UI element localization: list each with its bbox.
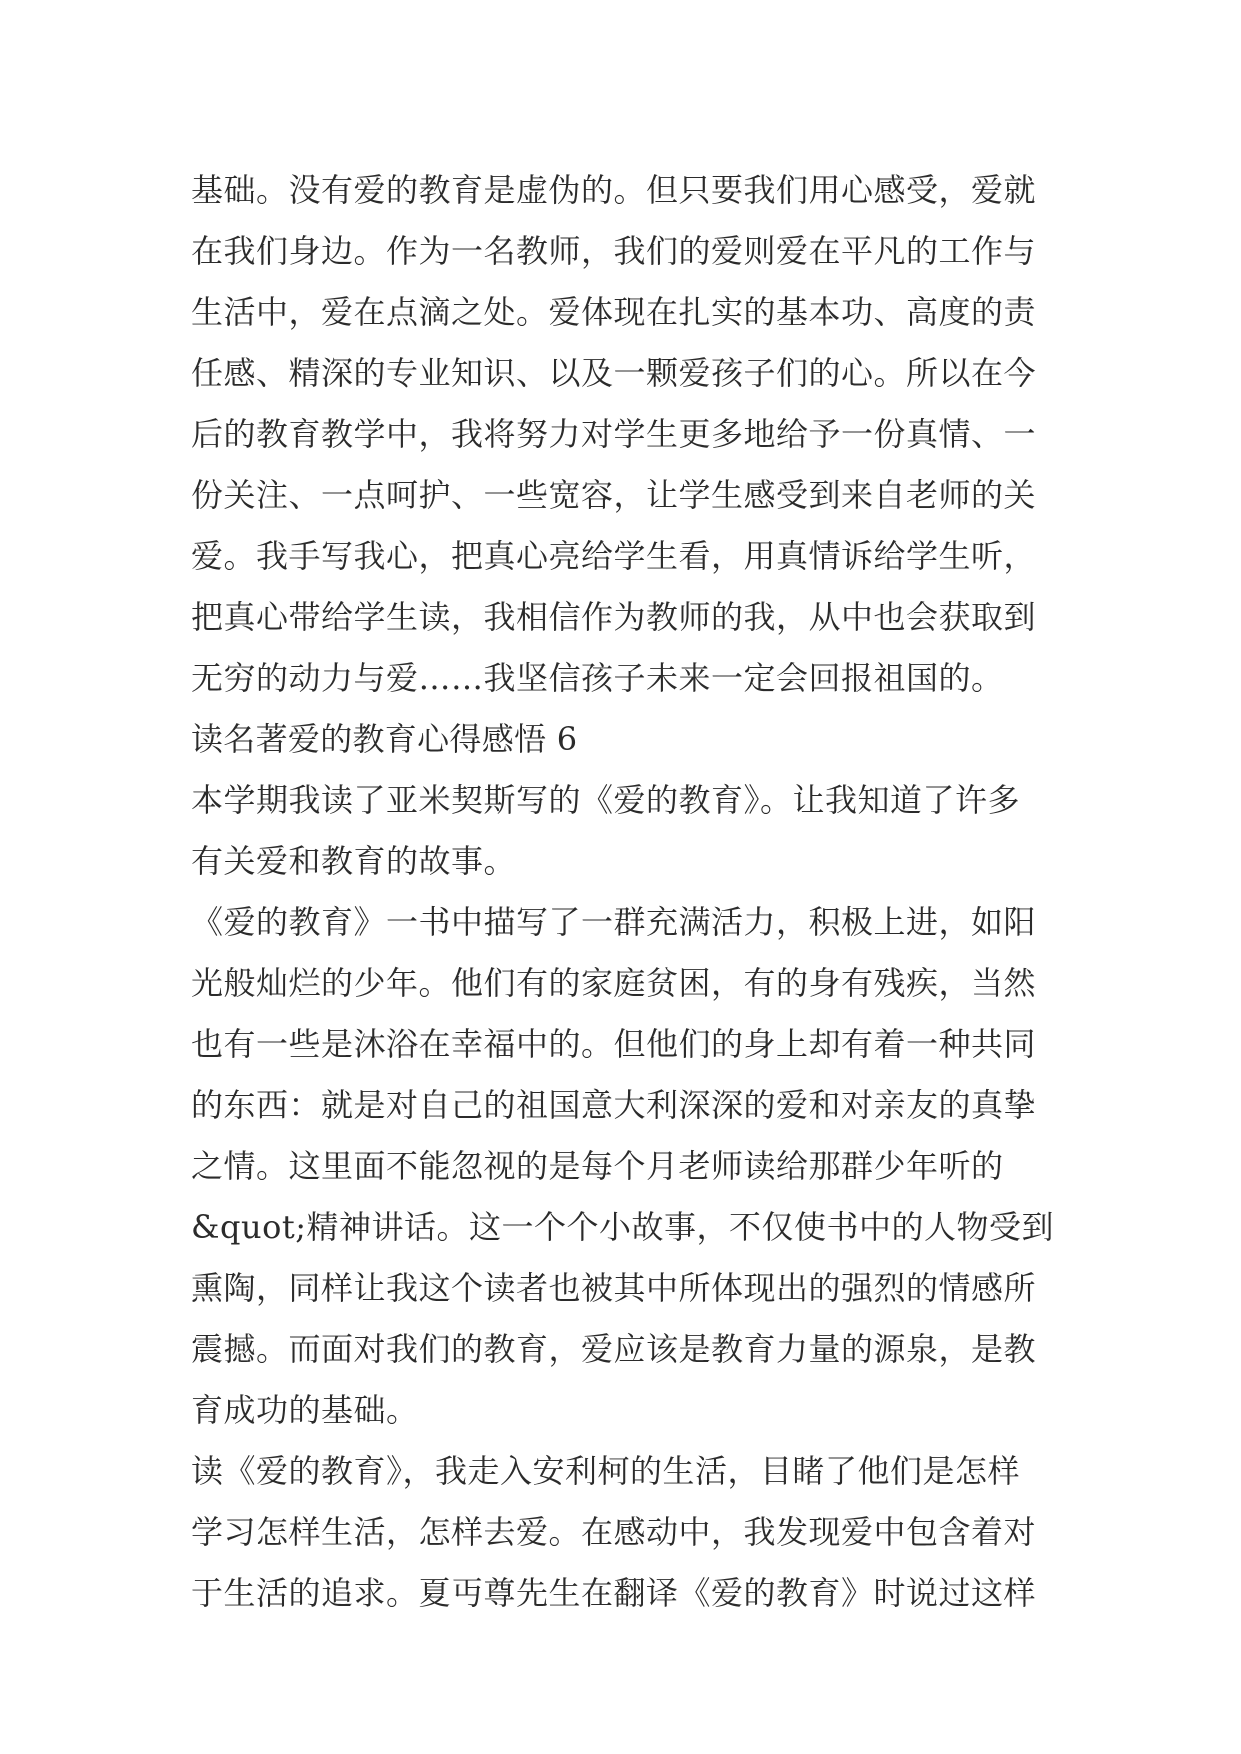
text-line: 有关爱和教育的故事。 <box>191 842 517 880</box>
text-line: 任感、精深的专业知识、以及一颗爱孩子们的心。所以在今 <box>191 354 1037 392</box>
text-line: &quot;精神讲话。这一个个小故事，不仅使书中的人物受到 <box>191 1208 1054 1246</box>
text-line: 熏陶，同样让我这个读者也被其中所体现出的强烈的情感所 <box>191 1269 1037 1307</box>
text-line: 之情。这里面不能忽视的是每个月老师读给那群少年听的 <box>191 1147 1004 1185</box>
text-line: 育成功的基础。 <box>191 1391 419 1429</box>
text-line: 于生活的追求。夏丏尊先生在翻译《爱的教育》时说过这样 <box>191 1574 1037 1612</box>
text-line: 《爱的教育》一书中描写了一群充满活力，积极上进，如阳 <box>191 903 1037 941</box>
text-line: 生活中，爱在点滴之处。爱体现在扎实的基本功、高度的责 <box>191 293 1037 331</box>
text-line: 本学期我读了亚米契斯写的《爱的教育》。让我知道了许多 <box>191 781 1021 819</box>
text-line: 学习怎样生活，怎样去爱。在感动中，我发现爱中包含着对 <box>191 1513 1037 1551</box>
text-line: 后的教育教学中，我将努力对学生更多地给予一份真情、一 <box>191 415 1037 453</box>
text-line: 在我们身边。作为一名教师，我们的爱则爱在平凡的工作与 <box>191 232 1037 270</box>
text-line: 基础。没有爱的教育是虚伪的。但只要我们用心感受，爱就 <box>191 171 1037 209</box>
section-heading: 读名著爱的教育心得感悟 6 <box>191 720 578 758</box>
document-body <box>191 160 1071 1624</box>
text-line: 读《爱的教育》，我走入安利柯的生活，目睹了他们是怎样 <box>191 1452 1021 1490</box>
text-line: 无穷的动力与爱……我坚信孩子未来一定会回报祖国的。 <box>191 659 1004 697</box>
text-line: 份关注、一点呵护、一些宽容，让学生感受到来自老师的关 <box>191 476 1037 514</box>
text-line: 的东西：就是对自己的祖国意大利深深的爱和对亲友的真挚 <box>191 1086 1037 1124</box>
text-line: 震撼。而面对我们的教育，爱应该是教育力量的源泉，是教 <box>191 1330 1037 1368</box>
text-line: 把真心带给学生读，我相信作为教师的我，从中也会获取到 <box>191 598 1037 636</box>
text-line: 光般灿烂的少年。他们有的家庭贫困，有的身有残疾，当然 <box>191 964 1037 1002</box>
text-line: 爱。我手写我心，把真心亮给学生看，用真情诉给学生听， <box>191 537 1037 575</box>
text-line: 也有一些是沐浴在幸福中的。但他们的身上却有着一种共同 <box>191 1025 1037 1063</box>
